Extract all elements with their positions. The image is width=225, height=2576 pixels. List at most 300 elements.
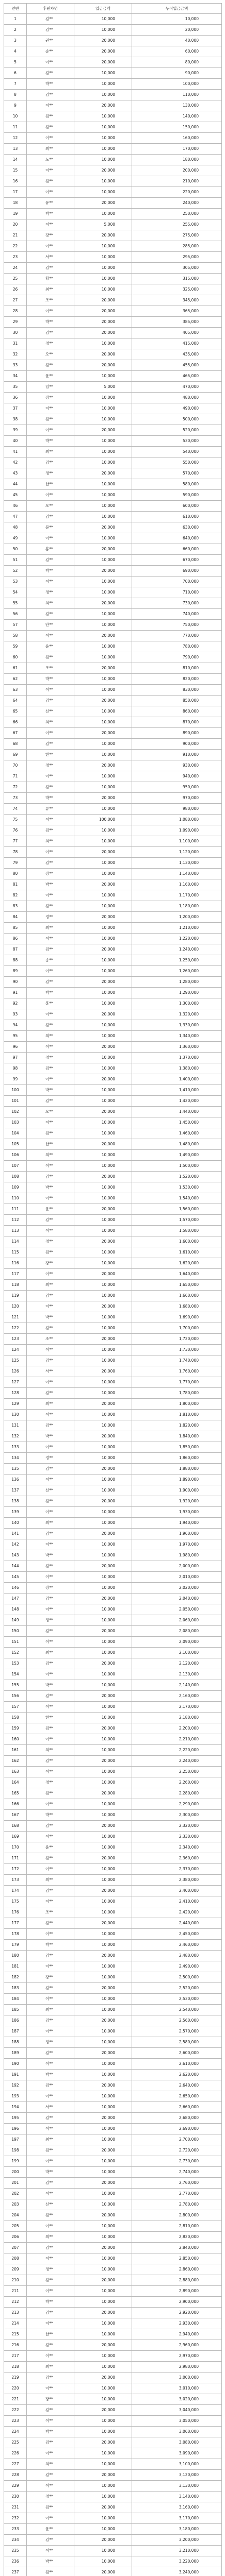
cell-cumulative-amount: 1,860,000 <box>132 1453 222 1464</box>
cell-deposit-amount: 10,000 <box>74 955 132 966</box>
cell-number: 124 <box>4 1345 27 1355</box>
cell-donor-name: 이** <box>27 165 74 176</box>
cell-deposit-amount: 10,000 <box>74 1961 132 1972</box>
cell-donor-name: 박** <box>27 317 74 328</box>
cell-deposit-amount: 10,000 <box>74 2232 132 2243</box>
table-row <box>4 706 222 717</box>
table-row <box>4 393 222 403</box>
table-row <box>4 1561 222 1572</box>
cell-number: 175 <box>4 1896 27 1907</box>
header-donor-name: 후원자명 <box>27 4 74 14</box>
cell-donor-name: 최** <box>27 447 74 457</box>
cell-cumulative-amount: 940,000 <box>132 771 222 782</box>
table-row <box>4 771 222 782</box>
cell-cumulative-amount: 2,440,000 <box>132 1918 222 1929</box>
table-row <box>4 1107 222 1117</box>
cell-number: 181 <box>4 1961 27 1972</box>
cell-cumulative-amount: 610,000 <box>132 512 222 522</box>
cell-donor-name: 최** <box>27 1648 74 1658</box>
cell-deposit-amount: 10,000 <box>74 1550 132 1561</box>
cell-deposit-amount: 10,000 <box>74 1258 132 1269</box>
table-row <box>4 836 222 847</box>
cell-deposit-amount: 10,000 <box>74 2102 132 2113</box>
cell-donor-name: 이** <box>27 1669 74 1680</box>
cell-deposit-amount: 20,000 <box>74 566 132 577</box>
cell-number: 114 <box>4 1236 27 1247</box>
cell-cumulative-amount: 3,240,000 <box>132 2567 222 2576</box>
table-row <box>4 306 222 317</box>
cell-cumulative-amount: 80,000 <box>132 57 222 68</box>
cell-deposit-amount: 20,000 <box>74 165 132 176</box>
cell-cumulative-amount: 455,000 <box>132 360 222 371</box>
table-row <box>4 2167 222 2178</box>
table-row <box>4 2437 222 2448</box>
cell-deposit-amount: 10,000 <box>74 2091 132 2102</box>
cell-donor-name: 이** <box>27 2059 74 2070</box>
cell-cumulative-amount: 1,530,000 <box>132 1182 222 1193</box>
cell-deposit-amount: 10,000 <box>74 2427 132 2437</box>
table-row <box>4 1572 222 1583</box>
cell-deposit-amount: 10,000 <box>74 706 132 717</box>
cell-number: 176 <box>4 1907 27 1918</box>
cell-number: 178 <box>4 1929 27 1940</box>
cell-number: 73 <box>4 793 27 804</box>
table-row <box>4 2513 222 2524</box>
table-row <box>4 230 222 241</box>
cell-deposit-amount: 10,000 <box>74 284 132 295</box>
cell-cumulative-amount: 2,120,000 <box>132 1658 222 1669</box>
cell-deposit-amount: 10,000 <box>74 652 132 663</box>
table-row <box>4 1280 222 1291</box>
cell-deposit-amount: 10,000 <box>74 1940 132 1951</box>
cell-number: 203 <box>4 2199 27 2210</box>
cell-number: 186 <box>4 2015 27 2026</box>
cell-cumulative-amount: 1,800,000 <box>132 1399 222 1410</box>
cell-cumulative-amount: 730,000 <box>132 598 222 609</box>
table-row <box>4 782 222 793</box>
cell-cumulative-amount: 90,000 <box>132 68 222 79</box>
cell-number: 194 <box>4 2102 27 2113</box>
cell-number: 18 <box>4 198 27 209</box>
cell-donor-name: 한** <box>27 2329 74 2340</box>
cell-number: 157 <box>4 1702 27 1713</box>
cell-number: 223 <box>4 2416 27 2427</box>
cell-cumulative-amount: 2,050,000 <box>132 1604 222 1615</box>
table-row <box>4 1723 222 1734</box>
cell-donor-name: 최** <box>27 2232 74 2243</box>
cell-cumulative-amount: 2,560,000 <box>132 2015 222 2026</box>
cell-deposit-amount: 20,000 <box>74 912 132 923</box>
cell-deposit-amount: 10,000 <box>74 14 132 25</box>
table-row <box>4 2156 222 2167</box>
cell-donor-name: 김** <box>27 1355 74 1366</box>
table-row <box>4 663 222 674</box>
table-row <box>4 25 222 36</box>
cell-donor-name: 박** <box>27 1680 74 1691</box>
cell-deposit-amount: 10,000 <box>74 1929 132 1940</box>
cell-deposit-amount: 10,000 <box>74 533 132 544</box>
table-row <box>4 122 222 133</box>
cell-donor-name: 한** <box>27 479 74 490</box>
cell-deposit-amount: 10,000 <box>74 1031 132 1042</box>
cell-deposit-amount: 10,000 <box>74 155 132 165</box>
cell-cumulative-amount: 2,740,000 <box>132 2167 222 2178</box>
cell-number: 51 <box>4 555 27 566</box>
table-row <box>4 144 222 155</box>
cell-number: 93 <box>4 1009 27 1020</box>
table-row <box>4 1096 222 1107</box>
cell-cumulative-amount: 1,760,000 <box>132 1366 222 1377</box>
cell-deposit-amount: 10,000 <box>74 1994 132 2005</box>
cell-number: 45 <box>4 490 27 501</box>
cell-donor-name: 오** <box>27 349 74 360</box>
cell-number: 27 <box>4 295 27 306</box>
cell-number: 99 <box>4 1074 27 1085</box>
cell-deposit-amount: 10,000 <box>74 2351 132 2362</box>
cell-deposit-amount: 20,000 <box>74 1853 132 1864</box>
cell-number: 177 <box>4 1918 27 1929</box>
table-row <box>4 2026 222 2037</box>
cell-number: 118 <box>4 1280 27 1291</box>
header-number: 연번 <box>4 4 27 14</box>
cell-donor-name: 이** <box>27 728 74 739</box>
cell-cumulative-amount: 600,000 <box>132 501 222 512</box>
cell-deposit-amount: 20,000 <box>74 306 132 317</box>
cell-number: 44 <box>4 479 27 490</box>
cell-cumulative-amount: 1,450,000 <box>132 1117 222 1128</box>
cell-cumulative-amount: 415,000 <box>132 338 222 349</box>
cell-donor-name: 박** <box>27 2070 74 2080</box>
cell-donor-name: 김** <box>27 2405 74 2416</box>
cell-number: 52 <box>4 566 27 577</box>
cell-number: 174 <box>4 1886 27 1896</box>
cell-number: 191 <box>4 2070 27 2080</box>
cell-cumulative-amount: 1,180,000 <box>132 901 222 912</box>
cell-deposit-amount: 10,000 <box>74 512 132 522</box>
cell-number: 160 <box>4 1734 27 1745</box>
cell-number: 23 <box>4 252 27 263</box>
cell-donor-name: 최** <box>27 1280 74 1291</box>
cell-deposit-amount: 5,000 <box>74 219 132 230</box>
cell-cumulative-amount: 2,200,000 <box>132 1723 222 1734</box>
cell-number: 208 <box>4 2253 27 2264</box>
table-row <box>4 631 222 641</box>
cell-number: 14 <box>4 155 27 165</box>
cell-deposit-amount: 10,000 <box>74 2383 132 2394</box>
cell-cumulative-amount: 2,220,000 <box>132 1745 222 1756</box>
table-row <box>4 284 222 295</box>
cell-deposit-amount: 10,000 <box>74 252 132 263</box>
cell-donor-name: 서** <box>27 1366 74 1377</box>
table-row <box>4 2383 222 2394</box>
cell-donor-name: 이** <box>27 425 74 436</box>
cell-number: 48 <box>4 522 27 533</box>
cell-donor-name: 문** <box>27 522 74 533</box>
cell-deposit-amount: 20,000 <box>74 349 132 360</box>
cell-number: 80 <box>4 869 27 879</box>
cell-cumulative-amount: 480,000 <box>132 393 222 403</box>
cell-deposit-amount: 10,000 <box>74 1128 132 1139</box>
cell-deposit-amount: 20,000 <box>74 663 132 674</box>
cell-cumulative-amount: 1,810,000 <box>132 1410 222 1420</box>
cell-number: 10 <box>4 111 27 122</box>
cell-cumulative-amount: 520,000 <box>132 425 222 436</box>
cell-cumulative-amount: 465,000 <box>132 371 222 382</box>
cell-deposit-amount: 10,000 <box>74 1799 132 1810</box>
table-row <box>4 2459 222 2470</box>
cell-cumulative-amount: 150,000 <box>132 122 222 133</box>
cell-number: 128 <box>4 1388 27 1399</box>
cell-deposit-amount: 20,000 <box>74 1074 132 1085</box>
cell-cumulative-amount: 1,890,000 <box>132 1475 222 1485</box>
cell-deposit-amount: 20,000 <box>74 2243 132 2253</box>
cell-cumulative-amount: 2,890,000 <box>132 2286 222 2297</box>
cell-cumulative-amount: 1,500,000 <box>132 1161 222 1172</box>
table-row <box>4 847 222 858</box>
table-row <box>4 2243 222 2253</box>
cell-number: 3 <box>4 36 27 46</box>
cell-cumulative-amount: 630,000 <box>132 522 222 533</box>
cell-number: 231 <box>4 2502 27 2513</box>
cell-cumulative-amount: 2,000,000 <box>132 1561 222 1572</box>
table-row <box>4 1193 222 1204</box>
cell-number: 7 <box>4 79 27 90</box>
cell-donor-name: 박** <box>27 1085 74 1096</box>
table-row <box>4 1139 222 1150</box>
cell-cumulative-amount: 200,000 <box>132 165 222 176</box>
table-row <box>4 988 222 998</box>
cell-donor-name: 임** <box>27 382 74 393</box>
cell-number: 95 <box>4 1031 27 1042</box>
cell-donor-name: 김** <box>27 696 74 706</box>
cell-number: 113 <box>4 1226 27 1236</box>
cell-donor-name: 조** <box>27 1334 74 1345</box>
cell-cumulative-amount: 810,000 <box>132 663 222 674</box>
cell-donor-name: 이** <box>27 1702 74 1713</box>
cell-cumulative-amount: 2,330,000 <box>132 1832 222 1842</box>
cell-deposit-amount: 10,000 <box>74 577 132 587</box>
cell-cumulative-amount: 970,000 <box>132 793 222 804</box>
cell-cumulative-amount: 1,960,000 <box>132 1529 222 1539</box>
cell-cumulative-amount: 550,000 <box>132 457 222 468</box>
cell-deposit-amount: 10,000 <box>74 1842 132 1853</box>
cell-number: 159 <box>4 1723 27 1734</box>
table-row <box>4 566 222 577</box>
cell-deposit-amount: 20,000 <box>74 1301 132 1312</box>
cell-number: 214 <box>4 2318 27 2329</box>
cell-deposit-amount: 10,000 <box>74 836 132 847</box>
cell-donor-name: 김** <box>27 1853 74 1864</box>
cell-deposit-amount: 10,000 <box>74 79 132 90</box>
table-row <box>4 1031 222 1042</box>
table-row <box>4 219 222 230</box>
table-row <box>4 1442 222 1453</box>
cell-donor-name: 박** <box>27 436 74 447</box>
cell-number: 132 <box>4 1431 27 1442</box>
table-row <box>4 901 222 912</box>
table-row <box>4 57 222 68</box>
cell-cumulative-amount: 2,850,000 <box>132 2253 222 2264</box>
table-row <box>4 2470 222 2481</box>
cell-number: 50 <box>4 544 27 555</box>
cell-cumulative-amount: 2,060,000 <box>132 1615 222 1626</box>
cell-deposit-amount: 10,000 <box>74 1226 132 1236</box>
donation-table-container <box>4 3 221 2576</box>
cell-deposit-amount: 10,000 <box>74 2059 132 2070</box>
cell-donor-name: 이** <box>27 847 74 858</box>
cell-donor-name: 이** <box>27 771 74 782</box>
cell-deposit-amount: 20,000 <box>74 1691 132 1702</box>
cell-cumulative-amount: 2,010,000 <box>132 1572 222 1583</box>
cell-number: 156 <box>4 1691 27 1702</box>
cell-donor-name: 이** <box>27 1734 74 1745</box>
cell-deposit-amount: 20,000 <box>74 1172 132 1182</box>
table-row <box>4 295 222 306</box>
cell-donor-name: 박** <box>27 1810 74 1821</box>
cell-cumulative-amount: 1,220,000 <box>132 934 222 944</box>
cell-number: 78 <box>4 847 27 858</box>
cell-deposit-amount: 20,000 <box>74 1594 132 1604</box>
table-body <box>4 14 222 2576</box>
cell-deposit-amount: 10,000 <box>74 1096 132 1107</box>
table-row <box>4 2372 222 2383</box>
table-row <box>4 825 222 836</box>
table-row <box>4 2318 222 2329</box>
table-row <box>4 2427 222 2437</box>
cell-number: 98 <box>4 1063 27 1074</box>
cell-donor-name: 김** <box>27 2437 74 2448</box>
cell-cumulative-amount: 1,620,000 <box>132 1258 222 1269</box>
table-row <box>4 1745 222 1756</box>
cell-number: 147 <box>4 1594 27 1604</box>
cell-cumulative-amount: 3,010,000 <box>132 2383 222 2394</box>
table-row <box>4 1626 222 1637</box>
table-row <box>4 1117 222 1128</box>
cell-donor-name: 이** <box>27 403 74 414</box>
cell-deposit-amount: 10,000 <box>74 90 132 100</box>
cell-cumulative-amount: 1,170,000 <box>132 890 222 901</box>
table-row <box>4 739 222 750</box>
table-row <box>4 1182 222 1193</box>
cell-deposit-amount: 10,000 <box>74 1323 132 1334</box>
cell-number: 221 <box>4 2394 27 2405</box>
cell-cumulative-amount: 1,200,000 <box>132 912 222 923</box>
table-row <box>4 2394 222 2405</box>
cell-deposit-amount: 10,000 <box>74 2297 132 2308</box>
cell-deposit-amount: 10,000 <box>74 447 132 457</box>
cell-deposit-amount: 10,000 <box>74 2329 132 2340</box>
cell-number: 36 <box>4 393 27 403</box>
cell-deposit-amount: 10,000 <box>74 1518 132 1529</box>
cell-deposit-amount: 20,000 <box>74 1139 132 1150</box>
cell-deposit-amount: 10,000 <box>74 1193 132 1204</box>
cell-number: 42 <box>4 457 27 468</box>
cell-number: 173 <box>4 1875 27 1886</box>
table-row <box>4 533 222 544</box>
cell-deposit-amount: 20,000 <box>74 2502 132 2513</box>
cell-donor-name: 최** <box>27 1399 74 1410</box>
cell-deposit-amount: 10,000 <box>74 1572 132 1583</box>
table-row <box>4 2416 222 2427</box>
cell-deposit-amount: 10,000 <box>74 2416 132 2427</box>
cell-deposit-amount: 20,000 <box>74 2405 132 2416</box>
table-row <box>4 1529 222 1539</box>
cell-cumulative-amount: 2,680,000 <box>132 2113 222 2124</box>
cell-number: 209 <box>4 2264 27 2275</box>
cell-donor-name: 이** <box>27 241 74 252</box>
table-row <box>4 944 222 955</box>
table-row <box>4 1929 222 1940</box>
cell-cumulative-amount: 2,370,000 <box>132 1864 222 1875</box>
cell-donor-name: 최** <box>27 144 74 155</box>
cell-cumulative-amount: 470,000 <box>132 382 222 393</box>
cell-donor-name: 김** <box>27 1323 74 1334</box>
cell-cumulative-amount: 780,000 <box>132 641 222 652</box>
cell-cumulative-amount: 240,000 <box>132 198 222 209</box>
table-row <box>4 447 222 457</box>
cell-donor-name: 이** <box>27 2318 74 2329</box>
cell-cumulative-amount: 2,180,000 <box>132 1713 222 1723</box>
table-row <box>4 1875 222 1886</box>
cell-cumulative-amount: 1,880,000 <box>132 1464 222 1475</box>
cell-number: 4 <box>4 46 27 57</box>
table-row <box>4 2015 222 2026</box>
table-row <box>4 1453 222 1464</box>
table-row <box>4 2124 222 2134</box>
cell-number: 112 <box>4 1215 27 1226</box>
cell-donor-name: 김** <box>27 1128 74 1139</box>
cell-number: 136 <box>4 1475 27 1485</box>
cell-number: 149 <box>4 1615 27 1626</box>
cell-donor-name: 유** <box>27 198 74 209</box>
cell-donor-name: 이** <box>27 2253 74 2264</box>
cell-deposit-amount: 10,000 <box>74 176 132 187</box>
cell-donor-name: 이** <box>27 1226 74 1236</box>
cell-number: 119 <box>4 1291 27 1301</box>
table-row <box>4 2556 222 2567</box>
cell-number: 96 <box>4 1042 27 1053</box>
cell-donor-name: 김** <box>27 122 74 133</box>
cell-donor-name: 윤** <box>27 2524 74 2535</box>
cell-donor-name: 김** <box>27 1821 74 1832</box>
cell-deposit-amount: 10,000 <box>74 674 132 685</box>
cell-number: 133 <box>4 1442 27 1453</box>
cell-donor-name: 한** <box>27 1713 74 1723</box>
cell-cumulative-amount: 2,540,000 <box>132 2005 222 2015</box>
cell-deposit-amount: 10,000 <box>74 2448 132 2459</box>
cell-donor-name: 김** <box>27 512 74 522</box>
table-row <box>4 1301 222 1312</box>
table-row <box>4 1420 222 1431</box>
cell-cumulative-amount: 1,280,000 <box>132 977 222 988</box>
cell-donor-name: 김** <box>27 977 74 988</box>
cell-deposit-amount: 20,000 <box>74 760 132 771</box>
cell-number: 235 <box>4 2546 27 2556</box>
cell-number: 94 <box>4 1020 27 1031</box>
cell-number: 39 <box>4 425 27 436</box>
cell-cumulative-amount: 1,650,000 <box>132 1280 222 1291</box>
cell-deposit-amount: 10,000 <box>74 1777 132 1788</box>
cell-donor-name: 이** <box>27 1767 74 1777</box>
cell-deposit-amount: 10,000 <box>74 1680 132 1691</box>
table-row <box>4 1399 222 1410</box>
cell-number: 193 <box>4 2091 27 2102</box>
cell-cumulative-amount: 750,000 <box>132 620 222 631</box>
cell-number: 110 <box>4 1193 27 1204</box>
cell-number: 190 <box>4 2059 27 2070</box>
cell-donor-name: 김** <box>27 2502 74 2513</box>
cell-number: 2 <box>4 25 27 36</box>
